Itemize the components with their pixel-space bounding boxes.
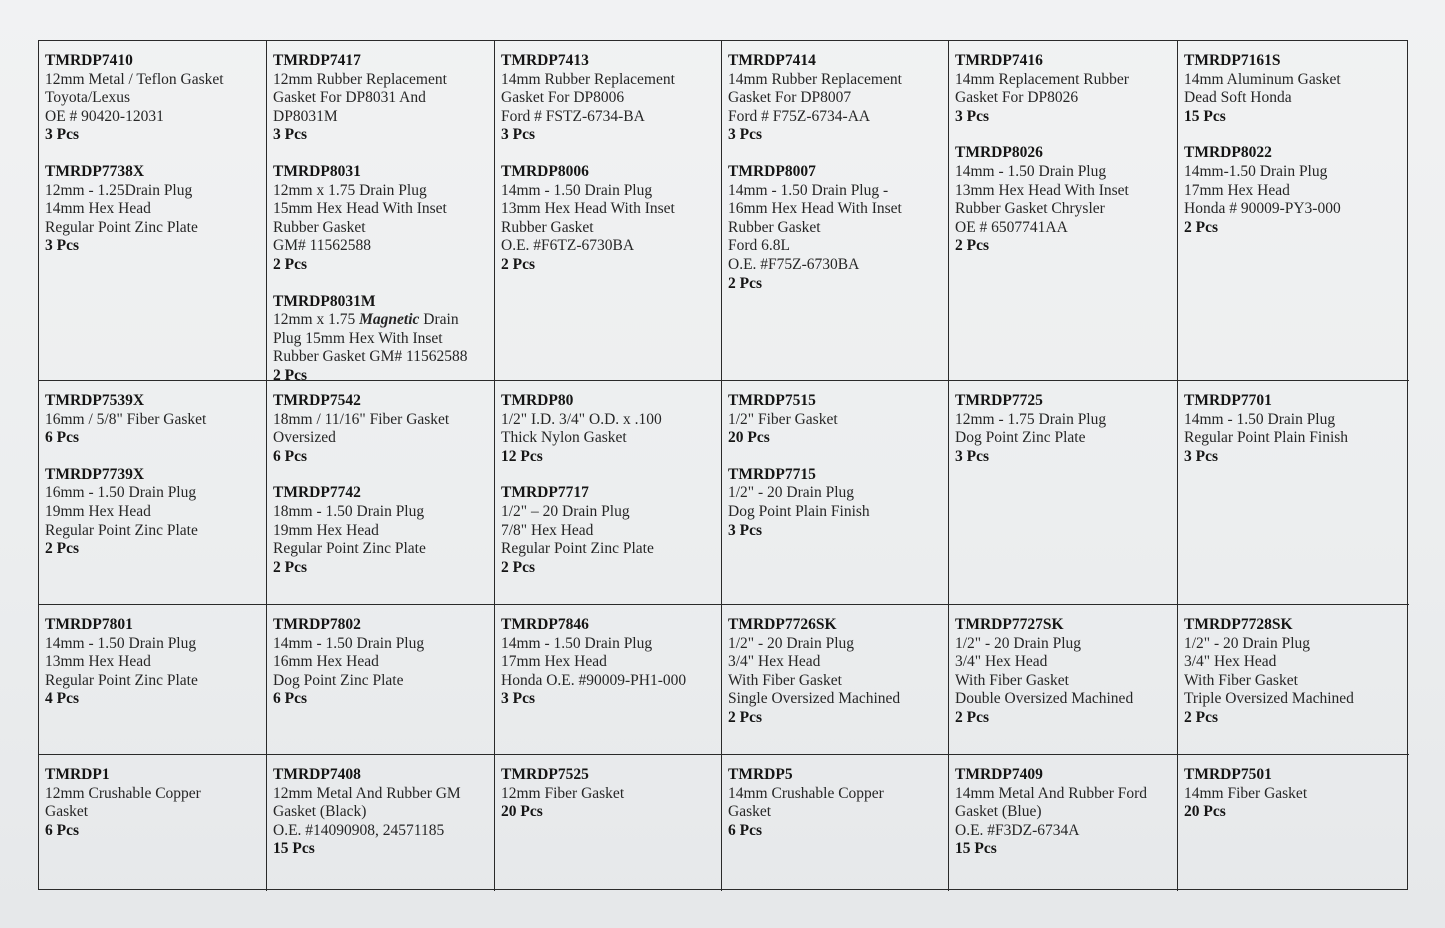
description-line: Double Oversized Machined	[955, 690, 1134, 708]
quantity: 6 Pcs	[273, 690, 308, 708]
part-number: TMRDP7525	[501, 766, 589, 783]
grid-cell	[495, 381, 722, 605]
description-line: Dog Point Zinc Plate	[273, 671, 404, 689]
grid-cell	[1178, 605, 1409, 755]
grid-cell	[267, 381, 495, 605]
description-line: 19mm Hex Head	[45, 502, 151, 520]
description-line: Single Oversized Machined	[728, 690, 901, 708]
description-line: 12mm Fiber Gasket	[501, 784, 625, 802]
description-line: 16mm / 5/8" Fiber Gasket	[45, 410, 207, 428]
description-line: 3/4" Hex Head	[728, 653, 821, 671]
quantity: 2 Pcs	[501, 255, 536, 273]
product-entry	[955, 52, 1172, 126]
grid-cell	[1178, 41, 1409, 381]
description-line: Rubber Gasket	[728, 218, 821, 236]
description-line: Rubber Gasket	[501, 218, 594, 236]
product-entry	[1184, 144, 1404, 237]
part-number: TMRDP7501	[1184, 766, 1272, 783]
part-number: TMRDP7414	[728, 52, 816, 69]
description-line: 15mm Hex Head With Inset	[273, 200, 447, 218]
quantity: 6 Pcs	[273, 447, 308, 465]
emphasis-word: Magnetic	[359, 311, 420, 329]
product-entry	[501, 163, 716, 275]
description-line: 14mm - 1.50 Drain Plug -	[728, 181, 889, 199]
description-line: Gasket For DP8026	[955, 89, 1079, 107]
description-line: 18mm - 1.50 Drain Plug	[273, 502, 425, 520]
quantity: 3 Pcs	[728, 126, 763, 144]
product-entry	[1184, 766, 1404, 822]
product-entry	[728, 616, 943, 728]
quantity: 3 Pcs	[501, 126, 536, 144]
description-line: 14mm-1.50 Drain Plug	[1184, 162, 1328, 180]
product-entry	[728, 163, 943, 293]
product-grid	[38, 40, 1408, 890]
description-line: Ford 6.8L	[728, 237, 790, 255]
description-line: Toyota/Lexus	[45, 89, 131, 107]
description-line: O.E. #F75Z-6730BA	[728, 255, 860, 273]
description-line: 14mm - 1.50 Drain Plug	[1184, 410, 1336, 428]
description-line: Dog Point Plain Finish	[728, 502, 870, 520]
product-entry	[273, 163, 489, 275]
part-number: TMRDP7539X	[45, 392, 145, 409]
part-number: TMRDP7717	[501, 484, 589, 502]
description-line: With Fiber Gasket	[955, 671, 1069, 689]
quantity: 6 Pcs	[45, 821, 80, 839]
quantity: 2 Pcs	[728, 708, 763, 726]
description-line: Oversized	[273, 429, 336, 447]
description-line: Gasket	[45, 803, 89, 821]
quantity: 12 Pcs	[501, 447, 543, 465]
part-number: TMRDP7728SK	[1184, 616, 1293, 633]
quantity: 3 Pcs	[273, 126, 308, 144]
description-line: 1/2" – 20 Drain Plug	[501, 502, 630, 520]
description-line: Ford # FSTZ-6734-BA	[501, 107, 645, 125]
grid-cell	[722, 381, 949, 605]
part-number: TMRDP8031M	[273, 292, 376, 310]
description-line: 1/2" - 20 Drain Plug	[1184, 634, 1311, 652]
description-line: 14mm Fiber Gasket	[1184, 784, 1308, 802]
product-entry	[1184, 52, 1404, 126]
part-number: TMRDP7725	[955, 392, 1043, 409]
description-line: Gasket (Black)	[273, 803, 367, 821]
product-entry	[1184, 392, 1404, 466]
grid-cell	[39, 605, 267, 755]
quantity: 20 Pcs	[1184, 803, 1226, 821]
grid-cell	[267, 755, 495, 891]
product-entry	[273, 293, 489, 381]
quantity: 3 Pcs	[1184, 447, 1219, 465]
part-number: TMRDP7413	[501, 52, 589, 69]
product-entry	[501, 766, 716, 822]
description-line: Plug 15mm Hex With Inset	[273, 329, 443, 347]
quantity: 2 Pcs	[955, 237, 990, 255]
description-line: Gasket (Blue)	[955, 803, 1042, 821]
product-entry	[955, 392, 1172, 466]
grid-cell	[722, 41, 949, 381]
quantity: 15 Pcs	[955, 840, 997, 858]
grid-cell	[949, 41, 1178, 381]
product-entry	[501, 52, 716, 145]
description-line: 13mm Hex Head With Inset	[501, 200, 675, 218]
description-line: 1/2" I.D. 3/4" O.D. x .100	[501, 410, 662, 428]
description-line: Gasket For DP8031 And	[273, 89, 426, 107]
grid-cell	[495, 755, 722, 891]
description-line: 14mm Rubber Replacement	[501, 70, 675, 88]
product-entry	[501, 484, 716, 577]
part-number: TMRDP7409	[955, 766, 1043, 783]
description-line: 14mm - 1.50 Drain Plug	[45, 634, 197, 652]
description-line: Regular Point Zinc Plate	[45, 671, 198, 689]
product-entry	[955, 766, 1172, 859]
description-line: O.E. #F6TZ-6730BA	[501, 237, 635, 255]
part-number: TMRDP7408	[273, 766, 361, 783]
part-number: TMRDP80	[501, 392, 574, 409]
description-line: 18mm / 11/16" Fiber Gasket	[273, 410, 450, 428]
description-line: 12mm x 1.75 Magnetic Drain	[273, 311, 459, 329]
description-line: 12mm Metal And Rubber GM	[273, 784, 461, 802]
description-line: GM# 11562588	[273, 237, 372, 255]
description-line: Honda # 90009-PY3-000	[1184, 200, 1341, 218]
description-line: 16mm - 1.50 Drain Plug	[45, 484, 197, 502]
grid-cell	[949, 381, 1178, 605]
description-line: 1/2" - 20 Drain Plug	[728, 634, 855, 652]
part-number: TMRDP7416	[955, 52, 1043, 69]
description-line: 12mm Crushable Copper	[45, 784, 201, 802]
part-number: TMRDP7726SK	[728, 616, 837, 633]
description-line: Honda O.E. #90009-PH1-000	[501, 671, 687, 689]
description-line: 13mm Hex Head	[45, 653, 151, 671]
description-line: 12mm Metal / Teflon Gasket	[45, 70, 224, 88]
description-line: DP8031M	[273, 107, 338, 125]
part-number: TMRDP8026	[955, 144, 1043, 162]
description-line: 12mm - 1.75 Drain Plug	[955, 410, 1107, 428]
description-line: Thick Nylon Gasket	[501, 429, 627, 447]
part-number: TMRDP7417	[273, 52, 361, 69]
description-line: Gasket	[728, 803, 772, 821]
description-line: 14mm - 1.50 Drain Plug	[955, 162, 1107, 180]
product-entry	[273, 392, 489, 466]
description-line: 14mm Aluminum Gasket	[1184, 70, 1341, 88]
description-line: 13mm Hex Head With Inset	[955, 181, 1129, 199]
description-line: Regular Point Zinc Plate	[45, 521, 198, 539]
description-line: Rubber Gasket GM# 11562588	[273, 348, 468, 366]
grid-cell	[39, 755, 267, 891]
description-line: 1/2" - 20 Drain Plug	[728, 484, 855, 502]
grid-cell	[1178, 755, 1409, 891]
quantity: 2 Pcs	[955, 708, 990, 726]
description-line: 3/4" Hex Head	[1184, 653, 1277, 671]
part-number: TMRDP8007	[728, 162, 816, 180]
quantity: 2 Pcs	[273, 255, 308, 273]
part-number: TMRDP8022	[1184, 144, 1272, 162]
part-number: TMRDP7161S	[1184, 52, 1281, 69]
product-entry	[45, 616, 261, 709]
quantity: 3 Pcs	[955, 447, 990, 465]
description-line: 12mm x 1.75 Drain Plug	[273, 181, 427, 199]
product-entry	[45, 52, 261, 145]
quantity: 3 Pcs	[501, 690, 536, 708]
description-line: 14mm - 1.50 Drain Plug	[501, 634, 653, 652]
product-entry	[728, 52, 943, 145]
part-number: TMRDP5	[728, 766, 793, 783]
quantity: 20 Pcs	[728, 429, 770, 447]
part-number: TMRDP7701	[1184, 392, 1272, 409]
quantity: 3 Pcs	[955, 107, 990, 125]
description-line: Dog Point Zinc Plate	[955, 429, 1086, 447]
description-line: Gasket For DP8007	[728, 89, 852, 107]
grid-cell	[722, 755, 949, 891]
product-entry	[45, 466, 261, 559]
description-line: O.E. #14090908, 24571185	[273, 821, 445, 839]
description-line: OE # 6507741AA	[955, 218, 1068, 236]
description-line: 17mm Hex Head	[1184, 181, 1290, 199]
product-entry	[273, 766, 489, 859]
product-entry	[273, 616, 489, 709]
quantity: 2 Pcs	[1184, 708, 1219, 726]
description-line: Dead Soft Honda	[1184, 89, 1292, 107]
quantity: 15 Pcs	[1184, 107, 1226, 125]
description-line: Triple Oversized Machined	[1184, 690, 1354, 708]
description-line: With Fiber Gasket	[1184, 671, 1298, 689]
grid-cell	[949, 755, 1178, 891]
part-number: TMRDP1	[45, 766, 110, 783]
grid-cell	[722, 605, 949, 755]
description-line: 14mm - 1.50 Drain Plug	[501, 181, 653, 199]
quantity: 6 Pcs	[45, 429, 80, 447]
part-number: TMRDP7410	[45, 52, 133, 69]
description-line: With Fiber Gasket	[728, 671, 842, 689]
quantity: 15 Pcs	[273, 840, 315, 858]
part-number: TMRDP7801	[45, 616, 133, 633]
description-line: 7/8" Hex Head	[501, 521, 594, 539]
product-entry	[501, 392, 716, 466]
grid-cell	[1178, 381, 1409, 605]
quantity: 2 Pcs	[728, 274, 763, 292]
grid-cell	[267, 41, 495, 381]
description-line: Regular Point Zinc Plate	[273, 540, 426, 558]
description-line: Regular Point Plain Finish	[1184, 429, 1349, 447]
quantity: 2 Pcs	[45, 540, 80, 558]
quantity: 2 Pcs	[501, 558, 536, 576]
grid-cell	[495, 41, 722, 381]
description-line: Regular Point Zinc Plate	[45, 218, 198, 236]
description-line: Gasket For DP8006	[501, 89, 625, 107]
description-line: 3/4" Hex Head	[955, 653, 1048, 671]
part-number: TMRDP8031	[273, 162, 361, 180]
quantity: 6 Pcs	[728, 821, 763, 839]
quantity: 20 Pcs	[501, 803, 543, 821]
quantity: 2 Pcs	[273, 366, 308, 381]
description-line: 12mm Rubber Replacement	[273, 70, 447, 88]
description-line: Regular Point Zinc Plate	[501, 540, 654, 558]
grid-cell	[949, 605, 1178, 755]
quantity: 4 Pcs	[45, 690, 80, 708]
quantity: 3 Pcs	[45, 126, 80, 144]
product-entry	[728, 766, 943, 840]
part-number: TMRDP7738X	[45, 162, 145, 180]
product-entry	[45, 163, 261, 256]
quantity: 2 Pcs	[273, 558, 308, 576]
quantity: 3 Pcs	[728, 521, 763, 539]
grid-cell	[267, 605, 495, 755]
description-line: Rubber Gasket	[273, 218, 366, 236]
product-entry	[45, 392, 261, 448]
grid-cell	[39, 381, 267, 605]
description-line: 19mm Hex Head	[273, 521, 379, 539]
description-line: 16mm Hex Head	[273, 653, 379, 671]
product-entry	[1184, 616, 1404, 728]
description-line: 1/2" - 20 Drain Plug	[955, 634, 1082, 652]
description-line: 14mm Metal And Rubber Ford	[955, 784, 1148, 802]
product-entry	[45, 766, 261, 840]
part-number: TMRDP7542	[273, 392, 361, 409]
description-line: 14mm Crushable Copper	[728, 784, 884, 802]
product-entry	[728, 392, 943, 448]
grid-cell	[495, 605, 722, 755]
product-entry	[955, 616, 1172, 728]
product-entry	[273, 52, 489, 145]
description-line: O.E. #F3DZ-6734A	[955, 821, 1080, 839]
description-line: 14mm - 1.50 Drain Plug	[273, 634, 425, 652]
description-line: 1/2" Fiber Gasket	[728, 410, 838, 428]
description-line: OE # 90420-12031	[45, 107, 164, 125]
quantity: 3 Pcs	[45, 237, 80, 255]
product-entry	[273, 484, 489, 577]
part-number: TMRDP7715	[728, 465, 816, 483]
description-line: Ford # F75Z-6734-AA	[728, 107, 871, 125]
description-line: Rubber Gasket Chrysler	[955, 200, 1105, 218]
product-entry	[501, 616, 716, 709]
description-line: 12mm - 1.25Drain Plug	[45, 181, 193, 199]
grid-cell	[39, 41, 267, 381]
description-line: 14mm Rubber Replacement	[728, 70, 902, 88]
part-number: TMRDP7742	[273, 484, 361, 502]
part-number: TMRDP8006	[501, 162, 589, 180]
part-number: TMRDP7515	[728, 392, 816, 409]
product-entry	[955, 144, 1172, 256]
description-line: 17mm Hex Head	[501, 653, 607, 671]
description-line: 14mm Replacement Rubber	[955, 70, 1129, 88]
part-number: TMRDP7739X	[45, 465, 145, 483]
description-line: 16mm Hex Head With Inset	[728, 200, 902, 218]
quantity: 2 Pcs	[1184, 218, 1219, 236]
product-entry	[728, 466, 943, 540]
part-number: TMRDP7727SK	[955, 616, 1064, 633]
part-number: TMRDP7802	[273, 616, 361, 633]
description-line: 14mm Hex Head	[45, 200, 151, 218]
part-number: TMRDP7846	[501, 616, 589, 633]
